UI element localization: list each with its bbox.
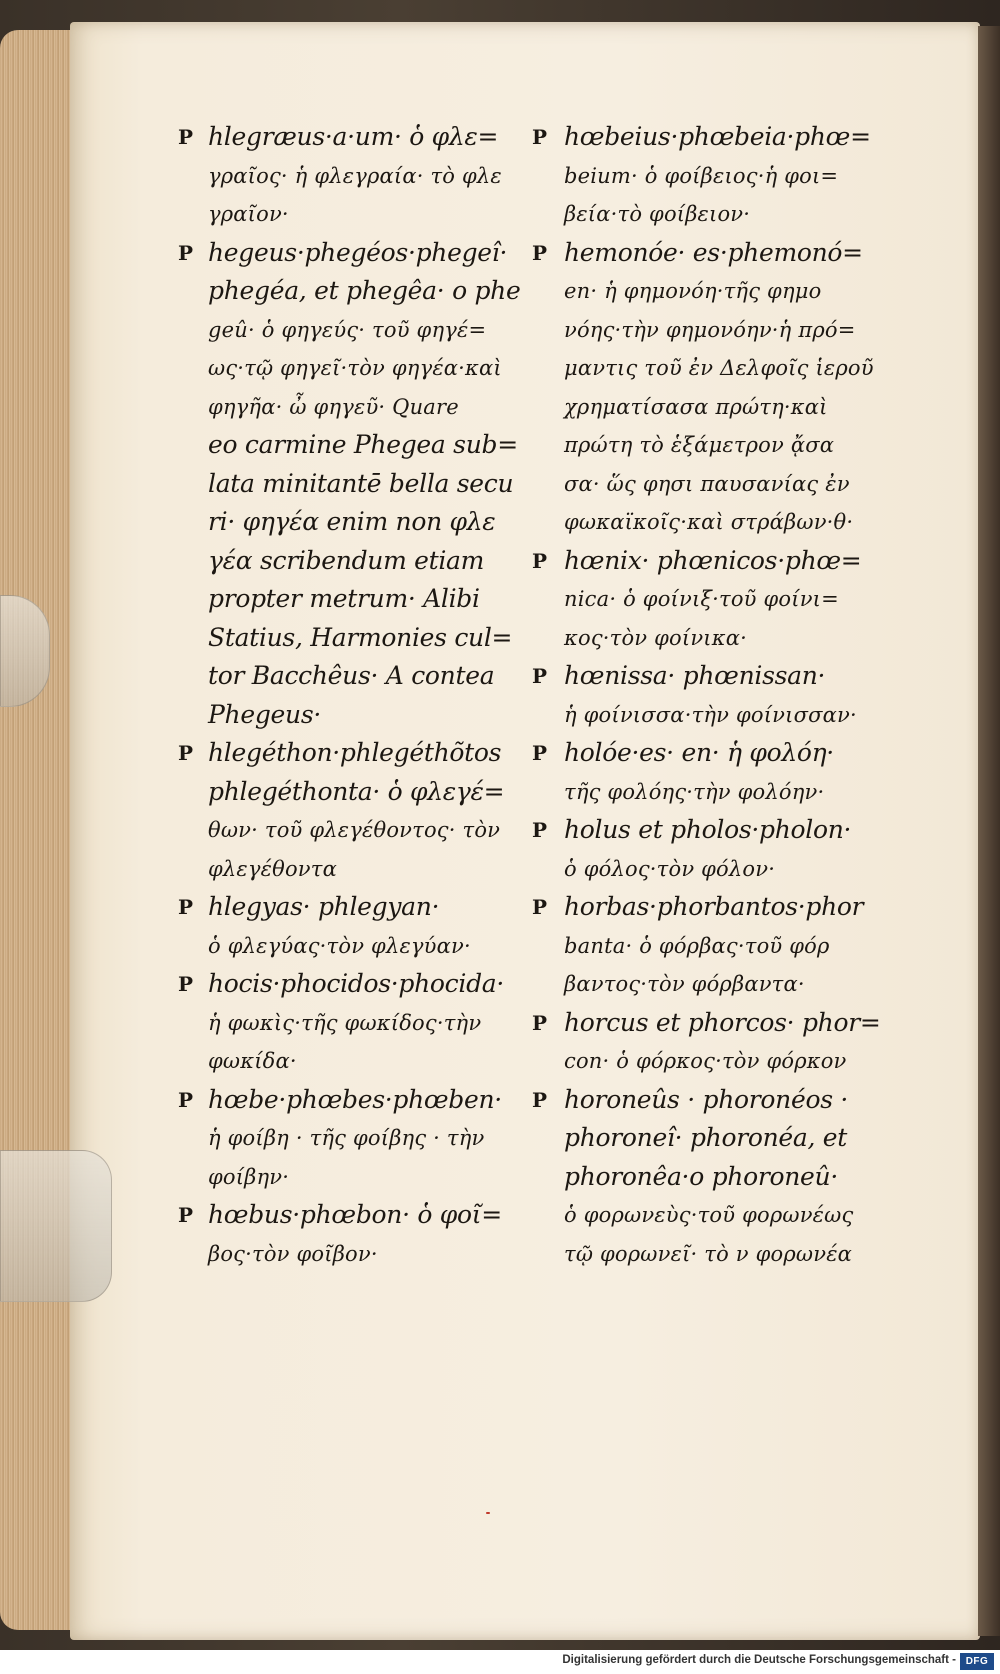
entry-line: horbas·phorbantos·phor bbox=[564, 892, 864, 921]
entry-line: horcus et phorcos· phor= bbox=[564, 1007, 881, 1037]
footer-bar bbox=[0, 1650, 1000, 1674]
entry-line: βεία·τὸ φοίβειον· bbox=[564, 202, 751, 226]
entry-initial-marker: P bbox=[532, 741, 548, 765]
entry-line: hœbe·phœbes·phœben· bbox=[208, 1084, 502, 1114]
entry-line: μαντις τοῦ ἐν Δελφοῖς ἱεροῦ bbox=[564, 356, 874, 380]
entry-line: tor Bacchêus· A contea bbox=[208, 661, 495, 690]
dictionary-entry bbox=[170, 1196, 550, 1273]
entry-initial-marker: P bbox=[532, 664, 548, 688]
entry-line: phlegéthonta· ὁ φλεγέ= bbox=[208, 776, 505, 806]
page-clamp-top bbox=[0, 595, 50, 707]
entry-line: γραῖον· bbox=[208, 202, 289, 226]
entry-line: hœbeius·phœbeia·phœ= bbox=[564, 122, 871, 151]
entry-line: ἡ φοίνισσα·τὴν φοίνισσαν· bbox=[564, 702, 857, 727]
entry-initial-marker: P bbox=[178, 741, 194, 765]
entry-line: φοίβην· bbox=[208, 1164, 290, 1189]
entry-line: φηγῆα· ὦ φηγεῦ· Quare bbox=[208, 394, 459, 419]
entry-initial-marker: P bbox=[178, 895, 194, 919]
entry-line: κος·τὸν φοίνικα· bbox=[564, 625, 747, 650]
entry-initial-marker: P bbox=[532, 548, 548, 573]
entry-line: ὁ φλεγύας·τὸν φλεγύαν· bbox=[208, 933, 471, 958]
dictionary-entry bbox=[170, 888, 550, 965]
page-clamp-bottom bbox=[0, 1150, 112, 1302]
dictionary-entry bbox=[528, 734, 928, 811]
entry-line: hlegyas· phlegyan· bbox=[208, 892, 440, 921]
dictionary-entry bbox=[528, 657, 928, 734]
entry-line: hœnissa· phœnissan· bbox=[564, 661, 826, 690]
entry-line: holus et pholos·pholon· bbox=[564, 815, 852, 844]
entry-line: ὁ φόλος·τὸν φόλον· bbox=[564, 856, 776, 881]
entry-line: hemonóe· es·phemonó= bbox=[564, 237, 863, 267]
dictionary-entry bbox=[170, 1081, 550, 1197]
ink-mark bbox=[486, 1512, 490, 1514]
entry-line: hegeus·phegéos·phegeî· bbox=[208, 237, 508, 267]
entry-line: τῆς φολόης·τὴν φολόην· bbox=[564, 779, 825, 804]
entry-line: πρώτη τὸ ἑξάμετρον ᾄσα bbox=[564, 433, 835, 457]
dictionary-entry bbox=[170, 734, 550, 888]
entry-initial-marker: P bbox=[178, 1203, 194, 1227]
entry-line: φωκίδα· bbox=[208, 1049, 297, 1073]
entry-line: φλεγέθοντα bbox=[208, 856, 337, 881]
dictionary-entry bbox=[528, 1004, 928, 1081]
entry-line: hlegéthon·phlegéthõtos bbox=[208, 738, 502, 767]
entry-line: σα· ὥς φησι παυσανίας ἐν bbox=[564, 471, 850, 496]
entry-line: χρηματίσασα πρώτη·καὶ bbox=[564, 394, 828, 419]
entry-line: γραῖος· ἡ φλεγραία· τὸ φλε bbox=[208, 163, 502, 188]
right-column bbox=[528, 118, 928, 1273]
entry-line: ri· φηγέα enim non φλε bbox=[208, 507, 496, 536]
entry-line: ἡ φοίβη · τῆς φοίβης · τὴν bbox=[208, 1126, 485, 1150]
entry-line: γέα scribendum etiam bbox=[208, 545, 485, 575]
entry-line: holóe·es· en· ἡ φολόη· bbox=[564, 738, 834, 767]
dictionary-entry bbox=[528, 234, 928, 542]
entry-initial-marker: P bbox=[178, 972, 194, 996]
entry-line: βαντος·τὸν φόρβαντα· bbox=[564, 972, 805, 996]
dictionary-entry bbox=[170, 234, 550, 735]
entry-line: hœnix· phœnicos·phœ= bbox=[564, 545, 862, 575]
entry-line: Statius, Harmonies cul= bbox=[208, 622, 513, 652]
entry-line: con· ὁ φόρκος·τὸν φόρκον bbox=[564, 1049, 847, 1073]
entry-line: Phegeus· bbox=[208, 699, 321, 729]
page-right-edge bbox=[978, 26, 1000, 1636]
entry-line: θων· τοῦ φλεγέθοντος· τὸν bbox=[208, 818, 501, 842]
entry-initial-marker: P bbox=[532, 1087, 548, 1112]
entry-initial-marker: P bbox=[178, 240, 194, 265]
entry-line: τῷ φορωνεῖ· τὸ ν φορωνέα bbox=[564, 1241, 853, 1266]
entry-line: ως·τῷ φηγεῖ·τὸν φηγέα·καὶ bbox=[208, 356, 502, 380]
dfg-logo: DFG bbox=[960, 1653, 994, 1670]
left-column bbox=[170, 118, 550, 1273]
dictionary-entry bbox=[170, 965, 550, 1081]
entry-initial-marker: P bbox=[532, 125, 548, 149]
entry-line: horoneûs · phoronéos · bbox=[564, 1084, 849, 1114]
entry-line: banta· ὁ φόρβας·τοῦ φόρ bbox=[564, 933, 830, 958]
dictionary-entry bbox=[528, 118, 928, 234]
entry-line: ὁ φορωνεὺς·τοῦ φορωνέως bbox=[564, 1203, 854, 1227]
entry-line: hœbus·phœbon· ὁ φοῖ= bbox=[208, 1200, 502, 1229]
entry-line: lata minitantē bella secu bbox=[208, 468, 514, 498]
entry-line: nica· ὁ φοίνιξ·τοῦ φοίνι= bbox=[564, 587, 839, 611]
entry-line: beium· ὁ φοίβειος·ἡ φοι= bbox=[564, 163, 839, 188]
entry-line: φωκαϊκοῖς·καὶ στράβων·θ· bbox=[564, 510, 854, 534]
entry-line: βος·τὸν φοῖβον· bbox=[208, 1241, 378, 1266]
entry-line: geû· ὁ φηγεύς· τοῦ φηγέ= bbox=[208, 317, 487, 342]
dictionary-entry bbox=[528, 1081, 928, 1274]
entry-line: propter metrum· Alibi bbox=[208, 584, 480, 613]
entry-line: eo carmine Phegea sub= bbox=[208, 430, 518, 459]
page-edges bbox=[0, 30, 80, 1630]
entry-line: phoroneî· phoronéa, et bbox=[564, 1123, 848, 1152]
footer-credit: Digitalisierung gefördert durch die Deutsche Forschungsgemeinschaft - bbox=[562, 1654, 956, 1666]
entry-line: phoronêa·o phoroneû· bbox=[564, 1161, 839, 1191]
entry-initial-marker: P bbox=[532, 818, 548, 842]
dictionary-entry bbox=[528, 811, 928, 888]
entry-line: hocis·phocidos·phocida· bbox=[208, 969, 505, 998]
entry-line: νόης·τὴν φημονόην·ἡ πρό= bbox=[564, 317, 856, 342]
entry-line: phegéa, et phegêa· o phe bbox=[208, 276, 521, 305]
entry-initial-marker: P bbox=[532, 895, 548, 919]
entry-line: hlegræus·a·um· ὁ φλε= bbox=[208, 122, 499, 151]
entry-line: ἡ φωκὶς·τῆς φωκίδος·τὴν bbox=[208, 1010, 482, 1035]
entry-initial-marker: P bbox=[532, 240, 548, 265]
dictionary-entry bbox=[528, 542, 928, 658]
dictionary-entry bbox=[528, 888, 928, 1004]
entry-initial-marker: P bbox=[178, 1087, 194, 1112]
entry-initial-marker: P bbox=[532, 1010, 548, 1035]
entry-initial-marker: P bbox=[178, 125, 194, 149]
entry-line: en· ἡ φημονόη·τῆς φημο bbox=[564, 279, 822, 303]
dictionary-entry bbox=[170, 118, 550, 234]
